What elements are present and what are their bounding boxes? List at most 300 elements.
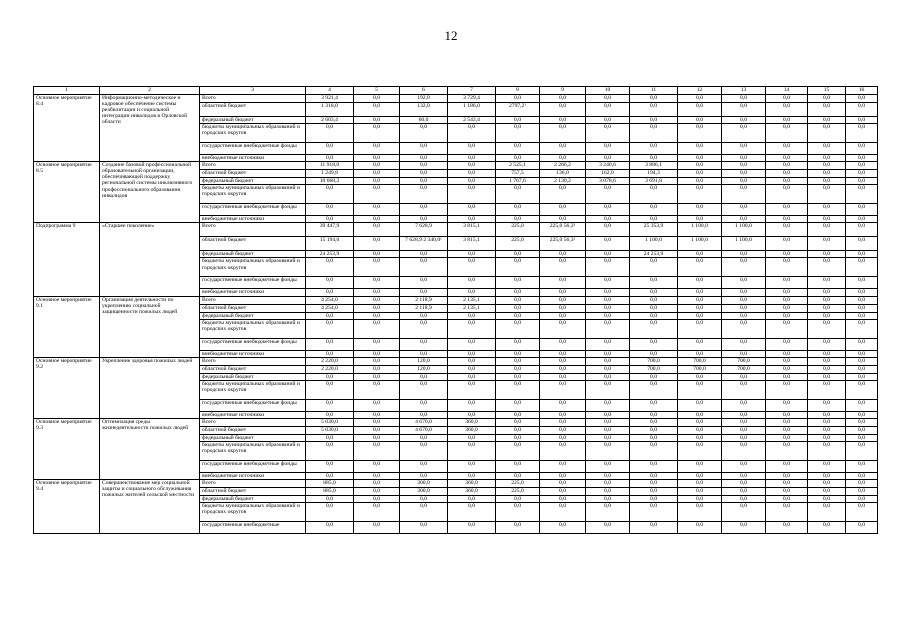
amount-cell: 0,0 bbox=[586, 503, 630, 522]
amount-cell: 0,0 bbox=[722, 117, 766, 124]
amount-cell: 0,0 bbox=[496, 117, 540, 124]
amount-cell: 0,0 bbox=[766, 373, 808, 380]
amount-cell: 0,0 bbox=[448, 251, 496, 258]
amount-cell: 0,0 bbox=[722, 258, 766, 277]
amount-cell: 0,0 bbox=[678, 296, 722, 304]
amount-cell: 0,0 bbox=[808, 338, 846, 350]
amount-cell: 0,0 bbox=[540, 461, 586, 473]
amount-cell: 0,0 bbox=[400, 204, 448, 216]
amount-cell: 0,0 bbox=[808, 399, 846, 411]
table-row bbox=[34, 480, 878, 488]
amount-cell: 0,0 bbox=[630, 296, 678, 304]
amount-cell: 0,0 bbox=[766, 350, 808, 357]
amount-cell: 0,0 bbox=[808, 357, 846, 365]
amount-cell: 0,0 bbox=[354, 277, 400, 289]
amount-cell: 0,0 bbox=[354, 338, 400, 350]
amount-cell: 0,0 bbox=[630, 442, 678, 461]
amount-cell: 0,0 bbox=[496, 473, 540, 480]
amount-cell: 15 194,0 bbox=[306, 237, 354, 251]
amount-cell: 0,0 bbox=[630, 503, 678, 522]
funding-source-cell: федеральный бюджет bbox=[200, 373, 306, 380]
amount-cell: 0,0 bbox=[448, 434, 496, 441]
amount-cell: 0,0 bbox=[354, 289, 400, 296]
amount-cell: 0,0 bbox=[354, 304, 400, 312]
amount-cell: 24 253,9 bbox=[306, 251, 354, 258]
amount-cell: 0,0 bbox=[630, 380, 678, 399]
amount-cell: 0,0 bbox=[846, 434, 878, 441]
amount-cell: 0,0 bbox=[354, 251, 400, 258]
amount-cell: 0,0 bbox=[722, 296, 766, 304]
amount-cell: 0,0 bbox=[306, 204, 354, 216]
amount-cell: 5 030,0 bbox=[306, 418, 354, 426]
amount-cell: 0,0 bbox=[354, 357, 400, 365]
amount-cell: 0,0 bbox=[766, 223, 808, 237]
amount-cell: 0,0 bbox=[448, 380, 496, 399]
amount-cell: 2 220,0 bbox=[306, 365, 354, 373]
amount-cell: 0,0 bbox=[540, 373, 586, 380]
column-header: 1 bbox=[34, 87, 100, 95]
amount-cell: 0,0 bbox=[766, 289, 808, 296]
amount-cell: 0,0 bbox=[722, 473, 766, 480]
amount-cell: 0,0 bbox=[722, 170, 766, 178]
amount-cell: 0,0 bbox=[400, 442, 448, 461]
funding-source-cell: внебюджетные источники bbox=[200, 350, 306, 357]
amount-cell: 0,0 bbox=[540, 522, 586, 534]
amount-cell: 0,0 bbox=[678, 204, 722, 216]
amount-cell: 0,0 bbox=[496, 155, 540, 162]
column-header: 15 bbox=[808, 87, 846, 95]
amount-cell: 1 100,0 bbox=[678, 223, 722, 237]
amount-cell: 0,0 bbox=[586, 461, 630, 473]
amount-cell: 0,0 bbox=[722, 319, 766, 338]
amount-cell: 192,0 bbox=[400, 95, 448, 103]
amount-cell: 0,0 bbox=[846, 442, 878, 461]
amount-cell: 0,0 bbox=[678, 95, 722, 103]
amount-cell: 0,0 bbox=[586, 304, 630, 312]
amount-cell: 885,0 bbox=[306, 488, 354, 496]
amount-cell: 0,0 bbox=[630, 373, 678, 380]
amount-cell: 0,0 bbox=[540, 411, 586, 418]
amount-cell: 0,0 bbox=[766, 503, 808, 522]
amount-cell: 0,0 bbox=[496, 296, 540, 304]
column-header: 9 bbox=[540, 87, 586, 95]
amount-cell: 0,0 bbox=[448, 170, 496, 178]
amount-cell: 0,0 bbox=[630, 338, 678, 350]
amount-cell: 0,0 bbox=[448, 258, 496, 277]
amount-cell: 0,0 bbox=[540, 365, 586, 373]
amount-cell: 0,0 bbox=[808, 373, 846, 380]
amount-cell: 0,0 bbox=[722, 204, 766, 216]
amount-cell: 1 767,6 bbox=[496, 178, 540, 185]
amount-cell: 0,0 bbox=[846, 170, 878, 178]
amount-cell: 0,0 bbox=[540, 442, 586, 461]
amount-cell: 0,0 bbox=[722, 143, 766, 155]
amount-cell: 0,0 bbox=[630, 258, 678, 277]
amount-cell: 0,0 bbox=[846, 103, 878, 117]
column-header: 2 bbox=[100, 87, 200, 95]
funding-source-cell: областной бюджет bbox=[200, 103, 306, 117]
amount-cell: 0,0 bbox=[586, 380, 630, 399]
amount-cell: 0,0 bbox=[496, 124, 540, 143]
amount-cell: 0,0 bbox=[722, 178, 766, 185]
amount-cell: 0,0 bbox=[766, 237, 808, 251]
amount-cell: 0,0 bbox=[678, 350, 722, 357]
amount-cell: 0,0 bbox=[766, 496, 808, 503]
amount-cell: 0,0 bbox=[808, 117, 846, 124]
amount-cell: 162,0 bbox=[586, 170, 630, 178]
column-header: 12 bbox=[678, 87, 722, 95]
amount-cell: 0,0 bbox=[448, 185, 496, 204]
amount-cell: 0,0 bbox=[400, 338, 448, 350]
amount-cell: 0,0 bbox=[586, 216, 630, 223]
amount-cell: 0,0 bbox=[496, 185, 540, 204]
amount-cell: 0,0 bbox=[722, 418, 766, 426]
funding-source-cell: внебюджетные источники bbox=[200, 155, 306, 162]
amount-cell: 0,0 bbox=[400, 312, 448, 319]
funding-source-cell: государственные внебюджетные фонды bbox=[200, 277, 306, 289]
amount-cell: 0,0 bbox=[766, 95, 808, 103]
amount-cell: 0,0 bbox=[400, 319, 448, 338]
funding-source-cell: Всего bbox=[200, 418, 306, 426]
amount-cell: 0,0 bbox=[306, 522, 354, 534]
amount-cell: 0,0 bbox=[846, 289, 878, 296]
amount-cell: 0,0 bbox=[722, 503, 766, 522]
program-code-cell: Основное мероприятие 9.1 bbox=[34, 296, 100, 357]
amount-cell: 0,0 bbox=[630, 411, 678, 418]
amount-cell: 0,0 bbox=[586, 411, 630, 418]
funding-source-cell: областной бюджет bbox=[200, 237, 306, 251]
funding-source-cell: федеральный бюджет bbox=[200, 312, 306, 319]
amount-cell: 0,0 bbox=[766, 251, 808, 258]
amount-cell: 0,0 bbox=[540, 251, 586, 258]
table-row bbox=[34, 418, 878, 426]
amount-cell: 0,0 bbox=[846, 251, 878, 258]
amount-cell: 0,0 bbox=[540, 103, 586, 117]
amount-cell: 0,0 bbox=[766, 365, 808, 373]
amount-cell: 0,0 bbox=[586, 237, 630, 251]
amount-cell: 0,0 bbox=[766, 143, 808, 155]
amount-cell: 0,0 bbox=[586, 185, 630, 204]
funding-source-cell: государственные внебюджетные фонды bbox=[200, 204, 306, 216]
amount-cell: 0,0 bbox=[540, 319, 586, 338]
column-header: 4 bbox=[306, 87, 354, 95]
amount-cell: 0,0 bbox=[722, 338, 766, 350]
funding-source-cell: областной бюджет bbox=[200, 365, 306, 373]
amount-cell: 0,0 bbox=[448, 461, 496, 473]
amount-cell: 1 186,0 bbox=[448, 103, 496, 117]
amount-cell: 0,0 bbox=[630, 319, 678, 338]
amount-cell: 0,0 bbox=[400, 258, 448, 277]
amount-cell: 39 447,9 bbox=[306, 223, 354, 237]
amount-cell: 0,0 bbox=[630, 488, 678, 496]
amount-cell: 0,0 bbox=[586, 365, 630, 373]
amount-cell: 0,0 bbox=[846, 304, 878, 312]
amount-cell: 0,0 bbox=[354, 124, 400, 143]
amount-cell: 0,0 bbox=[630, 155, 678, 162]
amount-cell: 0,0 bbox=[540, 357, 586, 365]
amount-cell: 0,0 bbox=[448, 312, 496, 319]
amount-cell: 0,0 bbox=[448, 473, 496, 480]
header-row bbox=[34, 87, 878, 95]
amount-cell: 0,0 bbox=[306, 338, 354, 350]
amount-cell: 0,0 bbox=[400, 496, 448, 503]
amount-cell: 0,0 bbox=[306, 373, 354, 380]
amount-cell: 0,0 bbox=[448, 357, 496, 365]
amount-cell: 0,0 bbox=[354, 480, 400, 488]
amount-cell: 300,0 bbox=[400, 480, 448, 488]
amount-cell: 0,0 bbox=[354, 185, 400, 204]
amount-cell: 0,0 bbox=[586, 296, 630, 304]
funding-source-cell: государственные внебюджетные фонды bbox=[200, 461, 306, 473]
amount-cell: 0,0 bbox=[400, 522, 448, 534]
amount-cell: 0,0 bbox=[496, 522, 540, 534]
amount-cell: 0,0 bbox=[496, 380, 540, 399]
amount-cell: 0,0 bbox=[354, 204, 400, 216]
funding-source-cell: Всего bbox=[200, 296, 306, 304]
amount-cell: 360,0 bbox=[448, 480, 496, 488]
amount-cell: 0,0 bbox=[846, 155, 878, 162]
amount-cell: 0,0 bbox=[306, 442, 354, 461]
amount-cell: 0,0 bbox=[496, 365, 540, 373]
amount-cell: 0,0 bbox=[808, 95, 846, 103]
amount-cell: 0,0 bbox=[846, 223, 878, 237]
amount-cell: 0,0 bbox=[400, 178, 448, 185]
amount-cell: 0,0 bbox=[306, 434, 354, 441]
amount-cell: 0,0 bbox=[766, 204, 808, 216]
amount-cell: 0,0 bbox=[586, 496, 630, 503]
amount-cell: 0,0 bbox=[678, 143, 722, 155]
amount-cell: 0,0 bbox=[306, 399, 354, 411]
program-title-cell: Совершенствование мер социальной защиты и социального обслуживания пожилых жителей сельской местности bbox=[100, 480, 200, 534]
amount-cell: 0,0 bbox=[722, 216, 766, 223]
amount-cell: 0,0 bbox=[678, 170, 722, 178]
amount-cell: 0,0 bbox=[448, 216, 496, 223]
amount-cell: 0,0 bbox=[586, 488, 630, 496]
amount-cell: 0,0 bbox=[400, 350, 448, 357]
amount-cell: 0,0 bbox=[354, 223, 400, 237]
amount-cell: 24 253,9 bbox=[630, 251, 678, 258]
amount-cell: 0,0 bbox=[808, 296, 846, 304]
amount-cell: 1 318,0 bbox=[306, 103, 354, 117]
amount-cell: 0,0 bbox=[540, 496, 586, 503]
amount-cell: 0,0 bbox=[722, 380, 766, 399]
amount-cell: 0,0 bbox=[354, 312, 400, 319]
amount-cell: 0,0 bbox=[766, 124, 808, 143]
funding-source-cell: бюджеты муниципальных образований и городских округов bbox=[200, 124, 306, 143]
column-header: 10 bbox=[586, 87, 630, 95]
amount-cell: 0,0 bbox=[586, 312, 630, 319]
amount-cell: 0,0 bbox=[448, 338, 496, 350]
amount-cell: 0,0 bbox=[808, 442, 846, 461]
amount-cell: 1 249,8 bbox=[306, 170, 354, 178]
funding-source-cell: областной бюджет bbox=[200, 170, 306, 178]
amount-cell: 0,0 bbox=[586, 522, 630, 534]
amount-cell: 0,0 bbox=[540, 117, 586, 124]
amount-cell: 0,0 bbox=[846, 143, 878, 155]
amount-cell: 0,0 bbox=[448, 442, 496, 461]
amount-cell: 0,0 bbox=[722, 522, 766, 534]
amount-cell: 0,0 bbox=[400, 399, 448, 411]
amount-cell: 0,0 bbox=[630, 418, 678, 426]
amount-cell: 0,0 bbox=[306, 473, 354, 480]
funding-source-cell: государственные внебюджетные фонды bbox=[200, 399, 306, 411]
amount-cell: 0,0 bbox=[722, 289, 766, 296]
amount-cell: 0,0 bbox=[586, 223, 630, 237]
amount-cell: 0,0 bbox=[722, 411, 766, 418]
amount-cell: 0,0 bbox=[846, 488, 878, 496]
amount-cell: 0,0 bbox=[766, 434, 808, 441]
amount-cell: 0,0 bbox=[586, 399, 630, 411]
amount-cell: 0,0 bbox=[306, 216, 354, 223]
amount-cell: 0,0 bbox=[306, 411, 354, 418]
amount-cell: 0,0 bbox=[808, 488, 846, 496]
amount-cell: 0,0 bbox=[722, 373, 766, 380]
amount-cell: 0,0 bbox=[540, 480, 586, 488]
amount-cell: 0,0 bbox=[808, 251, 846, 258]
amount-cell: 0,0 bbox=[540, 399, 586, 411]
amount-cell: 0,0 bbox=[630, 204, 678, 216]
amount-cell: 0,0 bbox=[678, 258, 722, 277]
amount-cell: 0,0 bbox=[630, 522, 678, 534]
amount-cell: 0,0 bbox=[354, 170, 400, 178]
amount-cell: 0,0 bbox=[306, 143, 354, 155]
amount-cell: 0,0 bbox=[630, 289, 678, 296]
amount-cell: 225,0 bbox=[496, 237, 540, 251]
amount-cell: 0,0 bbox=[540, 380, 586, 399]
amount-cell: 0,0 bbox=[496, 496, 540, 503]
amount-cell: 0,0 bbox=[354, 411, 400, 418]
amount-cell: 0,0 bbox=[448, 365, 496, 373]
amount-cell: 0,0 bbox=[846, 461, 878, 473]
amount-cell: 0,0 bbox=[354, 296, 400, 304]
budget-table-sheet bbox=[33, 86, 877, 534]
amount-cell: 0,0 bbox=[354, 162, 400, 170]
amount-cell: 0,0 bbox=[846, 277, 878, 289]
amount-cell: 1 100,0 bbox=[722, 223, 766, 237]
amount-cell: 0,0 bbox=[496, 411, 540, 418]
amount-cell: 0,0 bbox=[540, 296, 586, 304]
amount-cell: 0,0 bbox=[846, 312, 878, 319]
funding-source-cell: областной бюджет bbox=[200, 488, 306, 496]
funding-source-cell: федеральный бюджет bbox=[200, 496, 306, 503]
amount-cell: 0,0 bbox=[400, 289, 448, 296]
amount-cell: 0,0 bbox=[808, 319, 846, 338]
amount-cell: 0,0 bbox=[766, 488, 808, 496]
funding-source-cell: федеральный бюджет bbox=[200, 117, 306, 124]
amount-cell: 0,0 bbox=[766, 185, 808, 204]
amount-cell: 0,0 bbox=[722, 162, 766, 170]
funding-source-cell: Всего bbox=[200, 223, 306, 237]
amount-cell: 0,0 bbox=[586, 251, 630, 258]
amount-cell: 0,0 bbox=[630, 304, 678, 312]
program-code-cell: Основное мероприятие 9.2 bbox=[34, 357, 100, 418]
amount-cell: 0,0 bbox=[354, 178, 400, 185]
amount-cell: 0,0 bbox=[678, 442, 722, 461]
amount-cell: 0,0 bbox=[808, 461, 846, 473]
amount-cell: 0,0 bbox=[722, 350, 766, 357]
amount-cell: 0,0 bbox=[540, 95, 586, 103]
amount-cell: 0,0 bbox=[540, 488, 586, 496]
amount-cell: 0,0 bbox=[630, 143, 678, 155]
amount-cell: 0,0 bbox=[354, 143, 400, 155]
amount-cell: 0,0 bbox=[448, 178, 496, 185]
amount-cell: 0,0 bbox=[678, 373, 722, 380]
amount-cell: 0,0 bbox=[846, 399, 878, 411]
amount-cell: 0,0 bbox=[448, 155, 496, 162]
amount-cell: 0,0 bbox=[678, 319, 722, 338]
amount-cell: 0,0 bbox=[586, 143, 630, 155]
amount-cell: 0,0 bbox=[846, 124, 878, 143]
amount-cell: 0,0 bbox=[540, 350, 586, 357]
amount-cell: 0,0 bbox=[400, 373, 448, 380]
amount-cell: 0,0 bbox=[722, 461, 766, 473]
amount-cell: 0,0 bbox=[808, 503, 846, 522]
amount-cell: 0,0 bbox=[540, 434, 586, 441]
amount-cell: 0,0 bbox=[354, 461, 400, 473]
amount-cell: 0,0 bbox=[846, 296, 878, 304]
amount-cell: 0,0 bbox=[586, 473, 630, 480]
column-header: 13 bbox=[722, 87, 766, 95]
program-code-cell: Основное мероприятие 9.3 bbox=[34, 418, 100, 479]
amount-cell: 0,0 bbox=[354, 399, 400, 411]
amount-cell: 0,0 bbox=[496, 204, 540, 216]
amount-cell: 7 628,9 bbox=[400, 223, 448, 237]
amount-cell: 0,0 bbox=[306, 350, 354, 357]
amount-cell: 0,0 bbox=[678, 185, 722, 204]
amount-cell: 0,0 bbox=[766, 170, 808, 178]
amount-cell: 0,0 bbox=[722, 304, 766, 312]
amount-cell: 0,0 bbox=[808, 185, 846, 204]
amount-cell: 0,0 bbox=[630, 426, 678, 434]
program-title-cell: Укрепление здоровья пожилых людей bbox=[100, 357, 200, 418]
amount-cell: 3 886,1 bbox=[630, 162, 678, 170]
amount-cell: 0,0 bbox=[808, 204, 846, 216]
amount-cell: 700,0 bbox=[722, 357, 766, 365]
amount-cell: 0,0 bbox=[448, 373, 496, 380]
amount-cell: 0,0 bbox=[630, 312, 678, 319]
amount-cell: 0,0 bbox=[808, 162, 846, 170]
amount-cell: 0,0 bbox=[808, 178, 846, 185]
funding-source-cell: Всего bbox=[200, 95, 306, 103]
amount-cell: 757,5 bbox=[496, 170, 540, 178]
funding-source-cell: Всего bbox=[200, 480, 306, 488]
amount-cell: 0,0 bbox=[766, 442, 808, 461]
funding-source-cell: бюджеты муниципальных образований и городских округов bbox=[200, 185, 306, 204]
amount-cell: 0,0 bbox=[354, 365, 400, 373]
amount-cell: 2 135,1 bbox=[448, 304, 496, 312]
amount-cell: 0,0 bbox=[846, 117, 878, 124]
amount-cell: 2 525,1 bbox=[496, 162, 540, 170]
amount-cell: 0,0 bbox=[808, 473, 846, 480]
column-header: 8 bbox=[496, 87, 540, 95]
amount-cell: 0,0 bbox=[400, 434, 448, 441]
amount-cell: 0,0 bbox=[354, 373, 400, 380]
amount-cell: 0,0 bbox=[766, 357, 808, 365]
amount-cell: 0,0 bbox=[496, 312, 540, 319]
amount-cell: 0,0 bbox=[448, 204, 496, 216]
amount-cell: 0,0 bbox=[586, 357, 630, 365]
amount-cell: 2797,2¹ bbox=[496, 103, 540, 117]
amount-cell: 0,0 bbox=[678, 411, 722, 418]
program-title-cell: Создание базовой профессиональной образовательной организации, обеспечивающей поддержку региональной системы инклюзивного профессионального образования инвалидов bbox=[100, 162, 200, 223]
amount-cell: 225,0 56,3¹ bbox=[540, 237, 586, 251]
amount-cell: 0,0 bbox=[808, 350, 846, 357]
amount-cell: 0,0 bbox=[722, 399, 766, 411]
amount-cell: 0,0 bbox=[846, 357, 878, 365]
amount-cell: 0,0 bbox=[678, 178, 722, 185]
funding-source-cell: внебюджетные источники bbox=[200, 289, 306, 296]
amount-cell: 0,0 bbox=[678, 496, 722, 503]
